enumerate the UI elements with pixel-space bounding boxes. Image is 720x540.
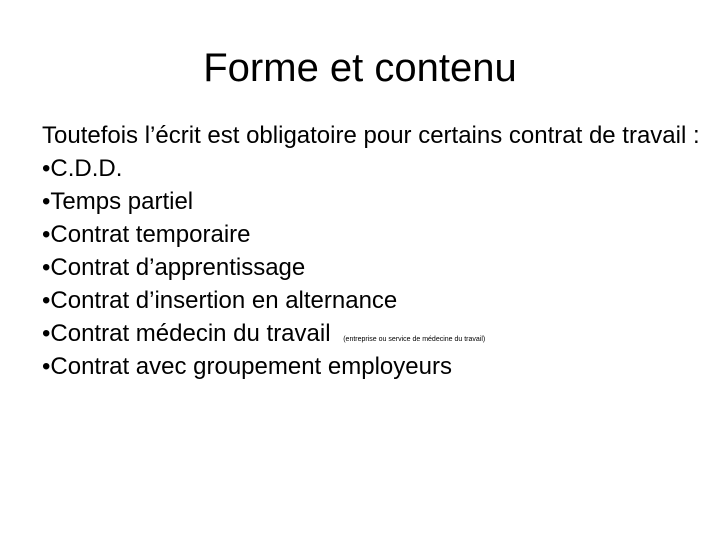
list-item-label: Contrat d’insertion en alternance [50, 287, 398, 314]
list-item [42, 254, 702, 281]
list-item-label: Contrat avec groupement employeurs [50, 353, 452, 380]
bullet: • [42, 254, 51, 281]
slide-title: Forme et contenu [203, 46, 517, 90]
bullet: • [42, 155, 51, 182]
list-item [42, 221, 702, 248]
list-item [42, 353, 702, 380]
list-item-note: (entreprise ou service de médecine du travail) [343, 336, 486, 343]
list-item-label: Temps partiel [50, 188, 194, 215]
list-item [42, 155, 702, 182]
bullet: • [42, 221, 51, 248]
list-item [42, 320, 702, 347]
list-item-label: Contrat d’apprentissage [50, 254, 306, 281]
intro-text: Toutefois l’écrit est obligatoire pour certains contrat de travail : [42, 122, 700, 149]
bullet: • [42, 287, 51, 314]
list-item-label: C.D.D. [50, 155, 123, 182]
slide-body [42, 122, 702, 386]
list-item-label: Contrat médecin du travail [50, 320, 338, 347]
list-item [42, 188, 702, 215]
bullet: • [42, 188, 51, 215]
bullet: • [42, 320, 51, 347]
list-item [42, 287, 702, 314]
contract-list [42, 155, 702, 380]
list-item-label: Contrat temporaire [50, 221, 251, 248]
bullet: • [42, 353, 51, 380]
